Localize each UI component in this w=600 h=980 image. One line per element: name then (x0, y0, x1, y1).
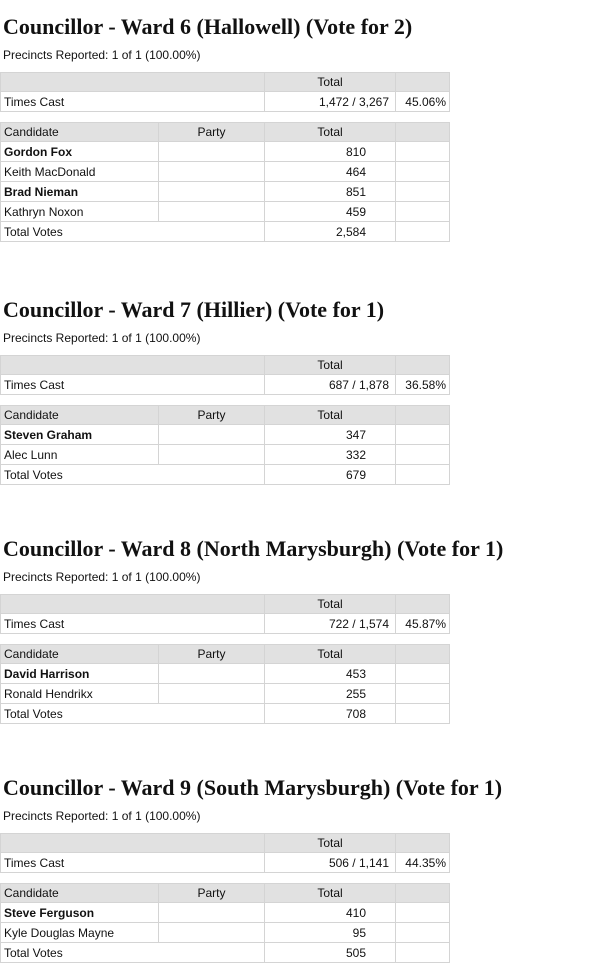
candidate-row (1, 445, 450, 465)
candidate-header-row (1, 406, 450, 425)
race-section (0, 775, 600, 963)
candidate-total: 851 (265, 182, 396, 202)
candidate-name: Steve Ferguson (1, 903, 159, 923)
candidate-row (1, 162, 450, 182)
candidate-percent-cell (396, 162, 450, 182)
times-cast-header-row (1, 73, 450, 92)
candidate-name: Keith MacDonald (1, 162, 159, 182)
total-votes-row (1, 222, 450, 242)
candidate-row (1, 923, 450, 943)
candidate-header-row (1, 645, 450, 664)
header-blank-cell (396, 595, 450, 614)
total-votes-label: Total Votes (1, 222, 265, 242)
candidate-table (0, 883, 450, 963)
turnout-percent: 36.58% (396, 375, 450, 395)
header-total: Total (265, 356, 396, 375)
header-total: Total (265, 406, 396, 425)
times-cast-table (0, 72, 450, 112)
times-cast-label: Times Cast (1, 375, 265, 395)
candidate-party (159, 425, 265, 445)
times-cast-value: 506 / 1,141 (265, 853, 396, 873)
candidate-total: 810 (265, 142, 396, 162)
total-votes-percent-cell (396, 465, 450, 485)
header-total: Total (265, 595, 396, 614)
precincts-reported: Precincts Reported: 1 of 1 (100.00%) (3, 809, 201, 823)
candidate-party (159, 684, 265, 704)
candidate-table (0, 122, 450, 242)
header-blank-cell (396, 645, 450, 664)
header-candidate: Candidate (1, 123, 159, 142)
race-section (0, 14, 600, 242)
total-votes-row (1, 943, 450, 963)
candidate-percent-cell (396, 202, 450, 222)
total-votes-percent-cell (396, 704, 450, 724)
header-party: Party (159, 123, 265, 142)
candidate-table (0, 405, 450, 485)
header-blank-cell (396, 356, 450, 375)
candidate-name: Ronald Hendrikx (1, 684, 159, 704)
times-cast-row (1, 853, 450, 873)
header-blank-cell (396, 834, 450, 853)
candidate-name: David Harrison (1, 664, 159, 684)
header-blank-cell (396, 406, 450, 425)
candidate-percent-cell (396, 182, 450, 202)
total-votes-value: 505 (265, 943, 396, 963)
times-cast-row (1, 614, 450, 634)
header-party: Party (159, 645, 265, 664)
times-cast-value: 1,472 / 3,267 (265, 92, 396, 112)
header-blank-cell (396, 123, 450, 142)
candidate-row (1, 202, 450, 222)
candidate-percent-cell (396, 923, 450, 943)
header-total: Total (265, 73, 396, 92)
precincts-reported: Precincts Reported: 1 of 1 (100.00%) (3, 331, 201, 345)
candidate-percent-cell (396, 142, 450, 162)
times-cast-header-row (1, 356, 450, 375)
race-title: Councillor - Ward 7 (Hillier) (Vote for 1) (3, 297, 385, 322)
total-votes-row (1, 704, 450, 724)
candidate-percent-cell (396, 903, 450, 923)
header-total: Total (265, 834, 396, 853)
candidate-total: 464 (265, 162, 396, 182)
times-cast-label: Times Cast (1, 614, 265, 634)
candidate-row (1, 903, 450, 923)
times-cast-table (0, 833, 450, 873)
race-section (0, 536, 600, 724)
candidate-party (159, 182, 265, 202)
candidate-party (159, 903, 265, 923)
total-votes-label: Total Votes (1, 465, 265, 485)
candidate-total: 410 (265, 903, 396, 923)
candidate-name: Alec Lunn (1, 445, 159, 465)
candidate-party (159, 445, 265, 465)
header-total: Total (265, 123, 396, 142)
times-cast-header-row (1, 595, 450, 614)
header-candidate: Candidate (1, 406, 159, 425)
candidate-party (159, 664, 265, 684)
race-title: Councillor - Ward 6 (Hallowell) (Vote for 2) (3, 14, 413, 39)
race-title: Councillor - Ward 8 (North Marysburgh) (Vote for 1) (3, 536, 504, 561)
candidate-name: Kathryn Noxon (1, 202, 159, 222)
candidate-name: Brad Nieman (1, 182, 159, 202)
times-cast-table (0, 355, 450, 395)
candidate-row (1, 142, 450, 162)
times-cast-row (1, 375, 450, 395)
total-votes-percent-cell (396, 943, 450, 963)
header-blank-cell (396, 73, 450, 92)
candidate-row (1, 664, 450, 684)
candidate-total: 347 (265, 425, 396, 445)
candidate-total: 255 (265, 684, 396, 704)
candidate-percent-cell (396, 425, 450, 445)
candidate-total: 459 (265, 202, 396, 222)
turnout-percent: 44.35% (396, 853, 450, 873)
header-blank-cell (1, 595, 265, 614)
header-blank-cell (396, 884, 450, 903)
header-party: Party (159, 884, 265, 903)
race-section (0, 297, 600, 485)
candidate-row (1, 684, 450, 704)
times-cast-row (1, 92, 450, 112)
times-cast-value: 687 / 1,878 (265, 375, 396, 395)
candidate-percent-cell (396, 664, 450, 684)
header-party: Party (159, 406, 265, 425)
candidate-header-row (1, 884, 450, 903)
header-candidate: Candidate (1, 645, 159, 664)
candidate-total: 332 (265, 445, 396, 465)
total-votes-row (1, 465, 450, 485)
header-blank-cell (1, 356, 265, 375)
candidate-party (159, 923, 265, 943)
times-cast-header-row (1, 834, 450, 853)
header-blank-cell (1, 834, 265, 853)
candidate-percent-cell (396, 684, 450, 704)
times-cast-table (0, 594, 450, 634)
header-total: Total (265, 645, 396, 664)
total-votes-value: 708 (265, 704, 396, 724)
precincts-reported: Precincts Reported: 1 of 1 (100.00%) (3, 570, 201, 584)
race-title: Councillor - Ward 9 (South Marysburgh) (Vote for 1) (3, 775, 503, 800)
candidate-table (0, 644, 450, 724)
candidate-party (159, 162, 265, 182)
candidate-party (159, 142, 265, 162)
candidate-total: 453 (265, 664, 396, 684)
candidate-row (1, 425, 450, 445)
candidate-name: Steven Graham (1, 425, 159, 445)
times-cast-label: Times Cast (1, 92, 265, 112)
candidate-header-row (1, 123, 450, 142)
total-votes-value: 2,584 (265, 222, 396, 242)
candidate-row (1, 182, 450, 202)
times-cast-label: Times Cast (1, 853, 265, 873)
candidate-name: Gordon Fox (1, 142, 159, 162)
header-total: Total (265, 884, 396, 903)
header-blank-cell (1, 73, 265, 92)
candidate-total: 95 (265, 923, 396, 943)
precincts-reported: Precincts Reported: 1 of 1 (100.00%) (3, 48, 201, 62)
candidate-name: Kyle Douglas Mayne (1, 923, 159, 943)
total-votes-label: Total Votes (1, 943, 265, 963)
turnout-percent: 45.87% (396, 614, 450, 634)
header-candidate: Candidate (1, 884, 159, 903)
candidate-party (159, 202, 265, 222)
turnout-percent: 45.06% (396, 92, 450, 112)
times-cast-value: 722 / 1,574 (265, 614, 396, 634)
total-votes-value: 679 (265, 465, 396, 485)
candidate-percent-cell (396, 445, 450, 465)
total-votes-percent-cell (396, 222, 450, 242)
total-votes-label: Total Votes (1, 704, 265, 724)
